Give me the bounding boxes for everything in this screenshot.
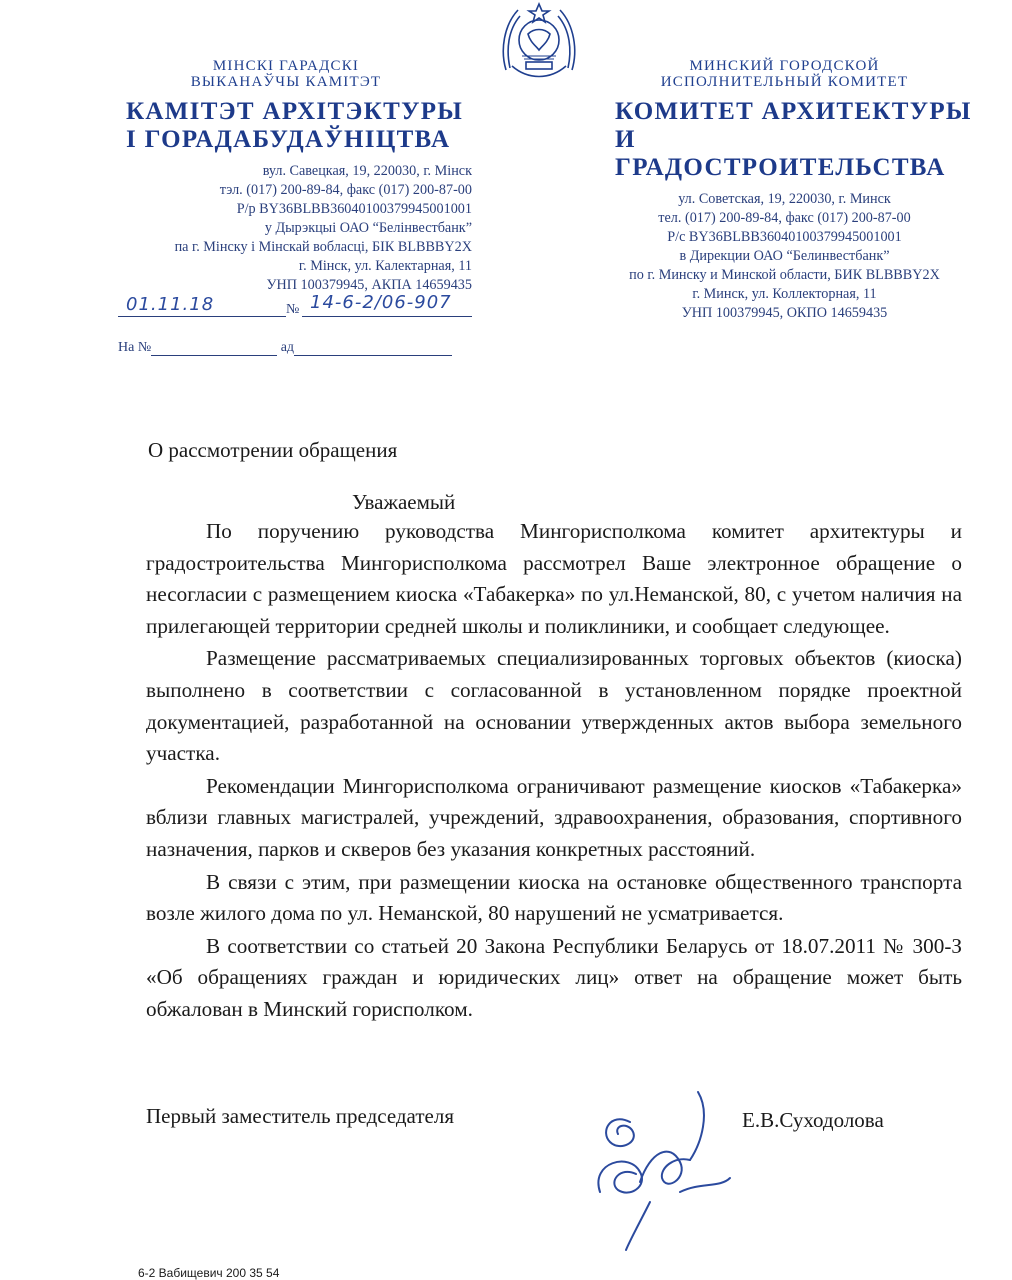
- committee-name-line2: І ГОРАДАБУДАЎНІЦТВА: [126, 126, 451, 153]
- na-blank: [151, 341, 277, 356]
- signer-title: Первый заместитель председателя: [146, 1104, 454, 1128]
- phone-line: тэл. (017) 200-89-84, факс (017) 200-87-00: [219, 182, 472, 198]
- paragraph: Размещение рассматриваемых специализированных торговых объектов (киоска) выполнено в соответствии с согласованной в установленном порядке проектной документацией, разработанной на основании утвержденных актов выбора земельного участка.: [146, 646, 962, 766]
- account-line: Р/р BY36BLBB36040100379945001001: [236, 201, 472, 217]
- handwritten-signature: [570, 1082, 770, 1252]
- city-committee-name-line2: ВЫКАНАЎЧЫ КАМІТЭТ: [190, 74, 382, 90]
- committee-name-line2: И ГРАДОСТРОИТЕЛЬСТВА: [615, 126, 946, 181]
- handwritten-date: 01.11.18: [126, 294, 215, 315]
- bank-region-line: па г. Мінску і Мінскай вобласці, БІК BLBBBY2X: [174, 239, 472, 255]
- account-line: Р/с BY36BLBB36040100379945001001: [667, 229, 902, 245]
- tax-id-line: УНП 100379945, ОКПО 14659435: [681, 305, 888, 321]
- header-belarusian: [100, 58, 472, 295]
- phone-line: тел. (017) 200-89-84, факс (017) 200-87-00: [658, 210, 911, 226]
- number-underline: [302, 316, 472, 317]
- contact-info: [597, 190, 972, 323]
- bank-address-line: г. Мінск, ул. Калектарная, 11: [298, 258, 472, 274]
- paragraph: В связи с этим, при размещении киоска на остановке общественного транспорта возле жилого дома по ул. Неманской, 80 нарушений не усматривается.: [146, 869, 962, 926]
- state-emblem-icon: [498, 0, 580, 84]
- city-committee-name-line2: ИСПОЛНИТЕЛЬНЫЙ КОМИТЕТ: [660, 74, 909, 90]
- na-label: На №: [118, 340, 152, 355]
- city-committee-name-line1: МИНСКИЙ ГОРОДСКОЙ: [689, 58, 880, 74]
- letter-body: [146, 516, 962, 1027]
- paragraph: Рекомендации Мингорисполкома ограничивают размещение киосков «Табакерка» вблизи главных магистралей, учреждений, здравоохранения, образования, спортивного назначения, парков и скверов без указания конкретных расстояний.: [146, 773, 962, 861]
- paragraph: В соответствии со статьей 20 Закона Республики Беларусь от 18.07.2011 № 300-З «Об обращениях граждан и юридических лиц» ответ на обращение может быть обжалован в Минский горисполком.: [146, 933, 962, 1021]
- bank-address-line: г. Минск, ул. Коллекторная, 11: [692, 286, 877, 302]
- bank-line: у Дырэкцыі ОАО “Белінвестбанк”: [264, 220, 472, 236]
- address-line: вул. Савецкая, 19, 220030, г. Мінск: [262, 163, 472, 179]
- paragraph: По поручению руководства Мингорисполкома комитет архитектуры и градостроительства Мингорисполкома рассмотрел Ваше электронное обращение о несогласии с размещением киоска «Табакерка» по ул.Неманской, 80, с учетом наличия на прилегающей территории средней школы и поликлиники, и сообщает следующее.: [146, 519, 962, 638]
- city-committee-name-line1: МІНСКІ ГАРАДСКІ: [212, 58, 360, 74]
- ad-label: ад: [280, 340, 295, 355]
- incoming-reference: [118, 340, 452, 356]
- bank-region-line: по г. Минску и Минской области, БИК BLBBBY2X: [629, 267, 940, 283]
- date-underline: [118, 316, 286, 317]
- committee-name-line1: КОМИТЕТ АРХИТЕКТУРЫ: [615, 98, 972, 125]
- signer-name: Е.В.Суходолова: [742, 1108, 884, 1132]
- executor-footer: 6-2 Вабищевич 200 35 54: [138, 1266, 280, 1280]
- handwritten-number: 14-6-2/06-907: [310, 292, 452, 313]
- tax-id-line: УНП 100379945, АКПА 14659435: [266, 277, 472, 293]
- bank-line: в Дирекции ОАО “Белинвестбанк”: [679, 248, 890, 264]
- committee-name-line1: КАМІТЭТ АРХІТЭКТУРЫ: [126, 98, 464, 125]
- header-russian: [597, 58, 972, 323]
- letter-greeting: Уважаемый: [352, 490, 456, 514]
- address-line: ул. Советская, 19, 220030, г. Минск: [678, 191, 891, 207]
- ad-blank: [294, 341, 452, 356]
- outgoing-reference: [118, 288, 478, 324]
- number-sign: №: [286, 302, 300, 317]
- contact-info: [100, 162, 472, 295]
- letter-subject: О рассмотрении обращения: [148, 438, 398, 462]
